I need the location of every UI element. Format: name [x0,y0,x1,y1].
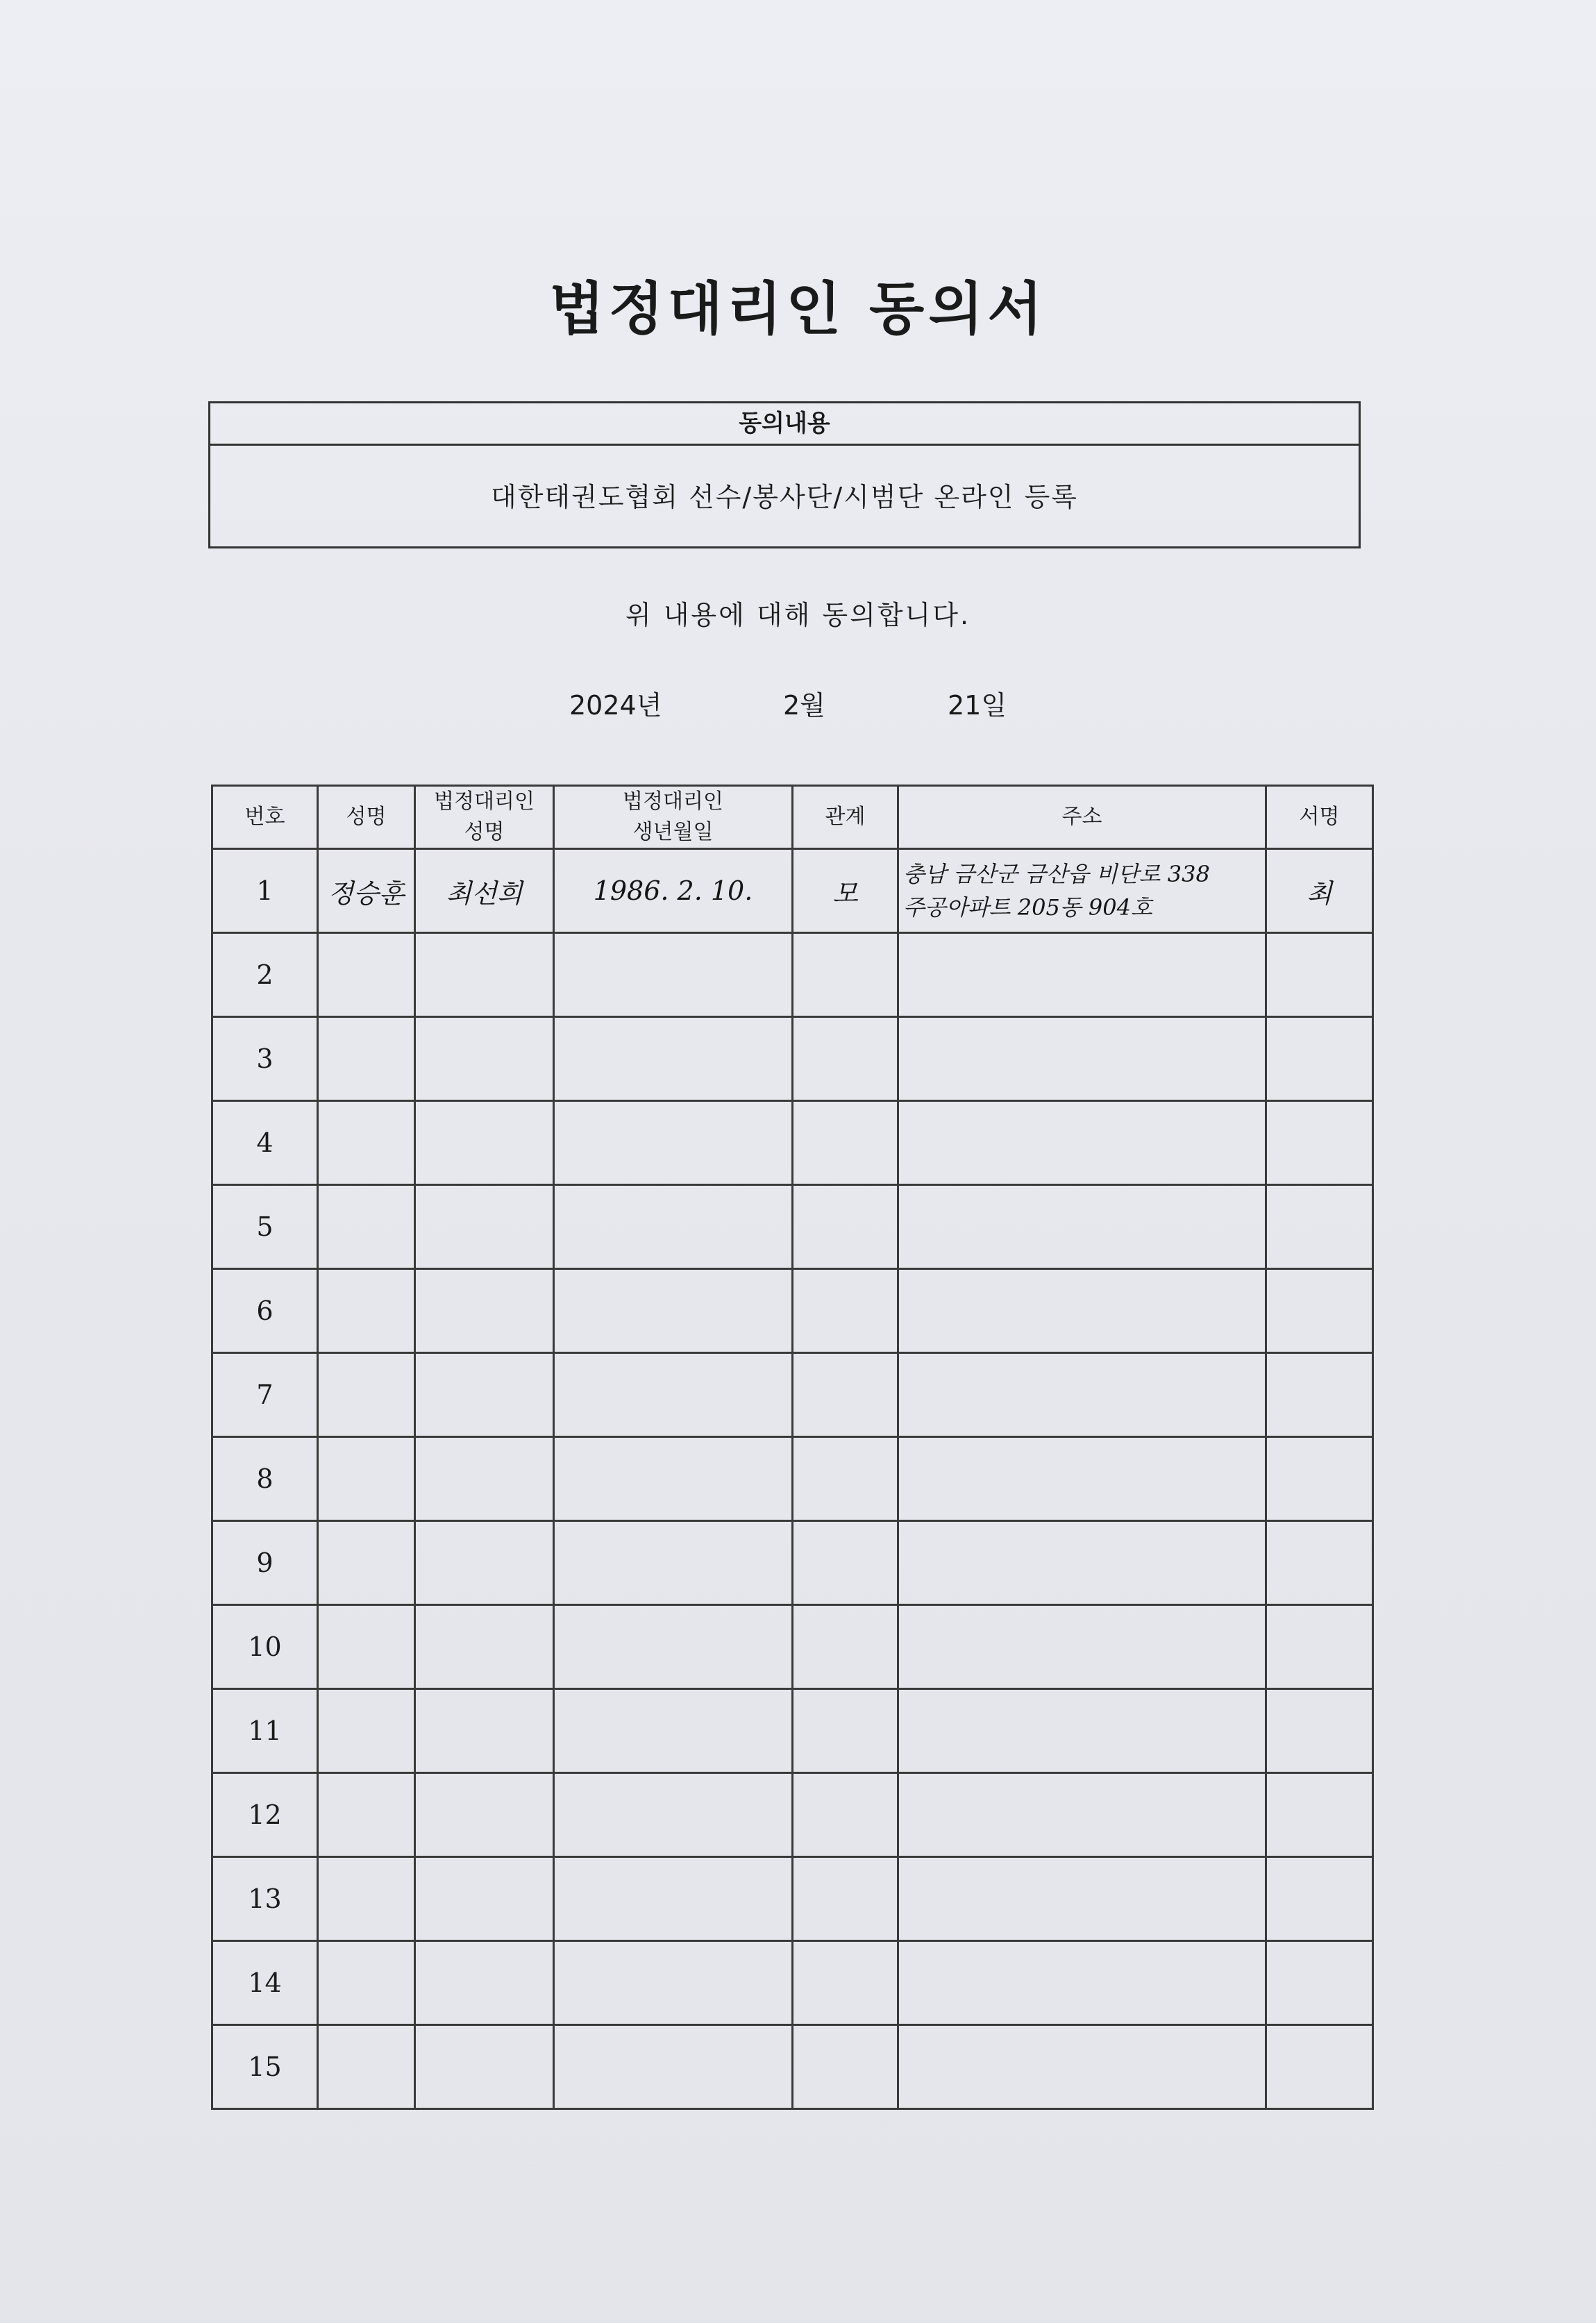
empty-cell[interactable] [415,1353,554,1437]
empty-cell[interactable] [415,933,554,1017]
empty-cell[interactable] [415,2025,554,2109]
empty-cell[interactable] [415,1857,554,1941]
empty-cell[interactable] [898,1521,1266,1605]
row-number: 5 [212,1185,318,1269]
table-row [212,1857,1373,1941]
empty-cell[interactable] [415,1773,554,1857]
empty-cell[interactable] [554,1689,793,1773]
guardian-name[interactable]: 최선희 [415,849,554,933]
header-no: 번호 [212,786,318,849]
row-number: 13 [212,1857,318,1941]
address[interactable] [898,849,1266,933]
empty-cell[interactable] [793,1773,898,1857]
table-row [212,1017,1373,1101]
empty-cell[interactable] [898,1269,1266,1353]
empty-cell[interactable] [793,1353,898,1437]
empty-cell[interactable] [554,1857,793,1941]
date-month: 2월 [783,690,825,721]
table-row [212,1185,1373,1269]
empty-cell[interactable] [793,1857,898,1941]
empty-cell[interactable] [1266,1185,1373,1269]
empty-cell[interactable] [554,1185,793,1269]
table-row [212,1689,1373,1773]
handwritten-signature[interactable]: 최 [1266,849,1373,933]
table-row [212,1269,1373,1353]
empty-cell[interactable] [1266,2025,1373,2109]
empty-cell[interactable] [1266,1017,1373,1101]
row-number: 14 [212,1941,318,2025]
empty-cell[interactable] [318,1437,415,1521]
empty-cell[interactable] [898,933,1266,1017]
empty-cell[interactable] [898,2025,1266,2109]
empty-cell[interactable] [415,1017,554,1101]
empty-cell[interactable] [415,1689,554,1773]
empty-cell[interactable] [793,1269,898,1353]
row-number: 4 [212,1101,318,1185]
empty-cell[interactable] [793,1101,898,1185]
empty-cell[interactable] [415,1941,554,2025]
empty-cell[interactable] [318,1185,415,1269]
empty-cell[interactable] [318,1689,415,1773]
empty-cell[interactable] [898,1017,1266,1101]
empty-cell[interactable] [1266,1269,1373,1353]
empty-cell[interactable] [898,1773,1266,1857]
empty-cell[interactable] [898,1689,1266,1773]
empty-cell[interactable] [1266,1941,1373,2025]
header-relation: 관계 [793,786,898,849]
registration-table [211,785,1374,2110]
header-name: 성명 [318,786,415,849]
empty-cell[interactable] [554,1017,793,1101]
empty-cell[interactable] [554,933,793,1017]
table-row [212,1773,1373,1857]
table-row [212,1605,1373,1689]
consent-content-box [208,401,1361,548]
table-row [212,1941,1373,2025]
empty-cell[interactable] [318,1521,415,1605]
row-number: 3 [212,1017,318,1101]
header-guardian-name-line1: 법정대리인 [434,789,535,814]
row-number: 11 [212,1689,318,1773]
table-row [212,1353,1373,1437]
consent-content-text: 대한태권도협회 선수/봉사단/시범단 온라인 등록 [490,482,1078,512]
empty-cell[interactable] [1266,1689,1373,1773]
empty-cell[interactable] [898,1605,1266,1689]
student-name[interactable]: 정승훈 [318,849,415,933]
empty-cell[interactable] [1266,1521,1373,1605]
header-guardian-birth-line2: 생년월일 [632,820,714,844]
empty-cell[interactable] [415,1101,554,1185]
empty-cell[interactable] [554,1269,793,1353]
address-line2: 주공아파트 205동 904호 [903,894,1152,921]
empty-cell[interactable] [1266,1101,1373,1185]
row-number: 12 [212,1773,318,1857]
header-guardian-birth-line1: 법정대리인 [623,789,723,814]
table-header-row [212,786,1373,849]
header-guardian-birth [554,786,793,849]
header-guardian-name-line2: 성명 [464,820,505,844]
empty-cell[interactable] [415,1605,554,1689]
header-signature: 서명 [1266,786,1373,849]
empty-cell[interactable] [793,2025,898,2109]
empty-cell[interactable] [793,1689,898,1773]
table-row [212,1437,1373,1521]
empty-cell[interactable] [554,1521,793,1605]
header-guardian-name [415,786,554,849]
empty-cell[interactable] [318,1857,415,1941]
empty-cell[interactable] [318,2025,415,2109]
empty-cell[interactable] [1266,1773,1373,1857]
row-number: 6 [212,1269,318,1353]
empty-cell[interactable] [318,1017,415,1101]
row-number: 8 [212,1437,318,1521]
empty-cell[interactable] [318,933,415,1017]
empty-cell[interactable] [415,1521,554,1605]
empty-cell[interactable] [415,1437,554,1521]
table-row [212,2025,1373,2109]
document-title: 법정대리인 동의서 [549,276,1047,342]
empty-cell[interactable] [318,1269,415,1353]
empty-cell[interactable] [415,1269,554,1353]
empty-cell[interactable] [898,1353,1266,1437]
consent-content-header: 동의내용 [210,403,1359,446]
empty-cell[interactable] [898,1857,1266,1941]
row-number: 15 [212,2025,318,2109]
header-address: 주소 [898,786,1266,849]
table-row [212,1521,1373,1605]
relation[interactable]: 모 [793,849,898,933]
empty-cell[interactable] [1266,1437,1373,1521]
empty-cell[interactable] [318,1941,415,2025]
empty-cell[interactable] [554,1101,793,1185]
empty-cell[interactable] [318,1773,415,1857]
empty-cell[interactable] [793,1521,898,1605]
guardian-birthdate[interactable]: 1986. 2. 10. [554,849,793,933]
empty-cell[interactable] [554,1941,793,2025]
empty-cell[interactable] [554,2025,793,2109]
empty-cell[interactable] [793,1941,898,2025]
empty-cell[interactable] [898,1185,1266,1269]
date-day: 21일 [948,690,1007,721]
row-number: 2 [212,933,318,1017]
empty-cell[interactable] [793,1017,898,1101]
empty-cell[interactable] [898,1101,1266,1185]
empty-cell[interactable] [793,1605,898,1689]
empty-cell[interactable] [1266,1605,1373,1689]
row-number: 1 [212,849,318,933]
agreement-statement: 위 내용에 대해 동의합니다. [625,600,971,630]
table-row [212,849,1373,933]
empty-cell[interactable] [415,1185,554,1269]
empty-cell[interactable] [898,1437,1266,1521]
address-line1: 충남 금산군 금산읍 비단로 338 [903,861,1210,887]
empty-cell[interactable] [554,1353,793,1437]
empty-cell[interactable] [318,1101,415,1185]
empty-cell[interactable] [318,1605,415,1689]
empty-cell[interactable] [554,1605,793,1689]
empty-cell[interactable] [1266,1857,1373,1941]
empty-cell[interactable] [1266,1353,1373,1437]
empty-cell[interactable] [554,1773,793,1857]
row-number: 10 [212,1605,318,1689]
date-year: 2024년 [569,690,662,721]
table-row [212,933,1373,1017]
table-row [212,1101,1373,1185]
empty-cell[interactable] [554,1437,793,1521]
empty-cell[interactable] [318,1353,415,1437]
empty-cell[interactable] [1266,933,1373,1017]
empty-cell[interactable] [793,1185,898,1269]
row-number: 9 [212,1521,318,1605]
empty-cell[interactable] [898,1941,1266,2025]
row-number: 7 [212,1353,318,1437]
empty-cell[interactable] [793,933,898,1017]
empty-cell[interactable] [793,1437,898,1521]
